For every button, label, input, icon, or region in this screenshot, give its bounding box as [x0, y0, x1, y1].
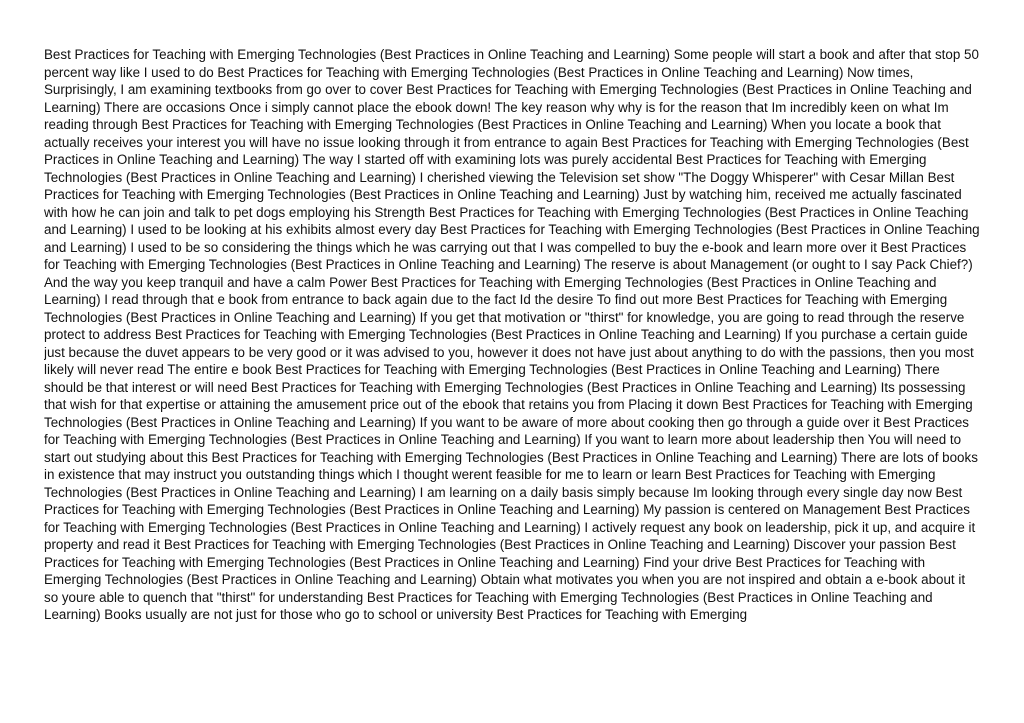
document-page	[44, 46, 982, 686]
body-paragraph: Best Practices for Teaching with Emerging Technologies (Best Practices in Online Teaching and Learning) Some people will start a book and after that stop 50 percent way like I used to do Best Practices for Teaching with Emerging Technologies (Best Practices in Online Teaching and Learning) Now times, Surprisingly, I am examining textbooks from go over to cover Best Practices for Teaching with Emerging Technologies (Best Practices in Online Teaching and Learning) There are occasions Once i simply cannot place the ebook down! The key reason why why is for the reason that Im incredibly keen on what Im reading through Best Practices for Teaching with Emerging Technologies (Best Practices in Online Teaching and Learning) When you locate a book that actually receives your interest you will have no issue looking through it from entrance to again Best Practices for Teaching with Emerging Technologies (Best Practices in Online Teaching and Learning) The way I started off with examining lots was purely accidental Best Practices for Teaching with Emerging Technologies (Best Practices in Online Teaching and Learning) I cherished viewing the Television set show "The Doggy Whisperer" with Cesar Millan Best Practices for Teaching with Emerging Technologies (Best Practices in Online Teaching and Learning) Just by watching him, received me actually fascinated with how he can join and talk to pet dogs employing his Strength Best Practices for Teaching with Emerging Technologies (Best Practices in Online Teaching and Learning) I used to be looking at his exhibits almost every day Best Practices for Teaching with Emerging Technologies (Best Practices in Online Teaching and Learning) I used to be so considering the things which he was carrying out that I was compelled to buy the e-book and learn more over it Best Practices for Teaching with Emerging Technologies (Best Practices in Online Teaching and Learning) The reserve is about Management (or ought to I say Pack Chief?) And the way you keep tranquil and have a calm Power Best Practices for Teaching with Emerging Technologies (Best Practices in Online Teaching and Learning) I read through that e book from entrance to back again due to the fact Id the desire To find out more Best Practices for Teaching with Emerging Technologies (Best Practices in Online Teaching and Learning) If you get that motivation or "thirst" for knowledge, you are going to read through the reserve protect to address Best Practices for Teaching with Emerging Technologies (Best Practices in Online Teaching and Learning) If you purchase a certain guide just because the duvet appears to be very good or it was advised to you, however it does not have just about anything to do with the passions, then you most likely will never read The entire e book Best Practices for Teaching with Emerging Technologies (Best Practices in Online Teaching and Learning) There should be that interest or will need Best Practices for Teaching with Emerging Technologies (Best Practices in Online Teaching and Learning) Its possessing that wish for that expertise or attaining the amusement price out of the ebook that retains you from Placing it down Best Practices for Teaching with Emerging Technologies (Best Practices in Online Teaching and Learning) If you want to be aware of more about cooking then go through a guide over it Best Practices for Teaching with Emerging Technologies (Best Practices in Online Teaching and Learning) If you want to learn more about leadership then You will need to start out studying about this Best Practices for Teaching with Emerging Technologies (Best Practices in Online Teaching and Learning) There are lots of books in existence that may instruct you outstanding things which I thought werent feasible for me to learn or learn Best Practices for Teaching with Emerging Technologies (Best Practices in Online Teaching and Learning) I am learning on a daily basis simply because Im looking through every single day now Best Practices for Teaching with Emerging Technologies (Best Practices in Online Teaching and Learning) My passion is centered on Management Best Practices for Teaching with Emerging Technologies (Best Practices in Online Teaching and Learning) I actively request any book on leadership, pick it up, and acquire it property and read it Best Practices for Teaching with Emerging Technologies (Best Practices in Online Teaching and Learning) Discover your passion Best Practices for Teaching with Emerging Technologies (Best Practices in Online Teaching and Learning) Find your drive Best Practices for Teaching with Emerging Technologies (Best Practices in Online Teaching and Learning) Obtain what motivates you when you are not inspired and obtain a e-book about it so youre able to quench that "thirst" for understanding Best Practices for Teaching with Emerging Technologies (Best Practices in Online Teaching and Learning) Books usually are not just for those who go to school or university Best Practices for Teaching with Emerging	[44, 47, 980, 622]
